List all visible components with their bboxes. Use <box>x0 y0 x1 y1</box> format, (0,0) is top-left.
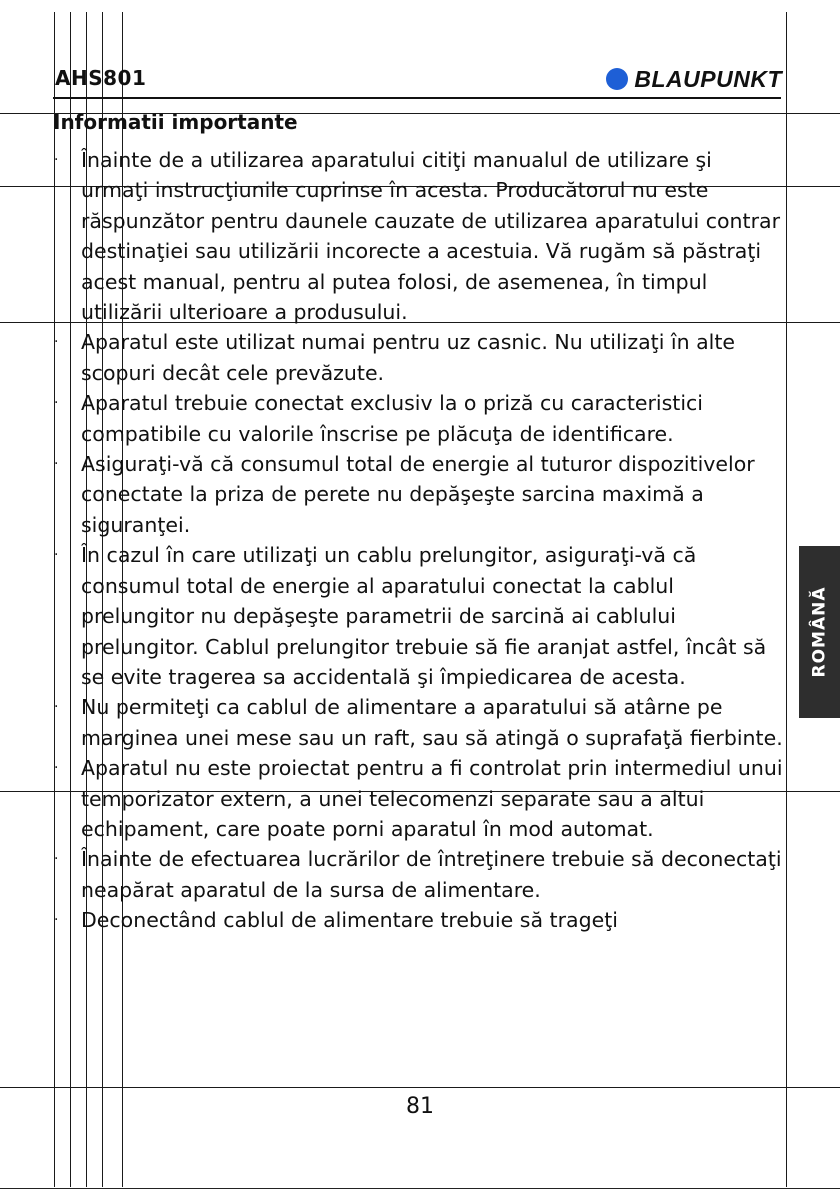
bullet-icon: · <box>54 152 59 168</box>
header-divider <box>53 97 781 99</box>
list-item <box>54 844 784 905</box>
bullet-icon: · <box>54 334 59 351</box>
crop-line <box>0 1087 840 1088</box>
list-item <box>54 905 784 935</box>
instructions-list <box>54 145 784 936</box>
page-bottom-edge <box>0 1188 840 1189</box>
brand-dot-icon <box>606 68 628 90</box>
section-title: Informatii importante <box>53 110 298 134</box>
list-item-text: În cazul în care utilizaţi un cablu prelungitor, asiguraţi-vă că consumul total de energie al aparatului conectat la cablul prelungitor nu depăşeşte parametrii de sarcină ai cablului prelungitor. Cablul prelungitor trebuie să fie aranjat astfel, încât să se evite tragerea sa accidentală şi împiedicarea de acesta. <box>81 543 767 689</box>
page-number: 81 <box>406 1094 434 1119</box>
list-item-text: Deconectând cablul de alimentare trebuie să trageţi <box>81 908 618 933</box>
bullet-icon: · <box>54 760 59 777</box>
bullet-icon: · <box>54 699 59 716</box>
bullet-icon: · <box>54 395 59 412</box>
list-item <box>54 145 784 327</box>
list-item-text: Aparatul trebuie conectat exclusiv la o priză cu caracteristici compatibile cu valorile înscrise pe plăcuţa de identificare. <box>81 391 703 446</box>
list-item <box>54 388 784 449</box>
list-item-text: Aparatul nu este proiectat pentru a fi controlat prin intermediul unui temporizator extern, a unei telecomenzi separate sau a altui echipament, care poate porni aparatul în mod automat. <box>81 756 783 841</box>
list-item-text: Nu permiteţi ca cablul de alimentare a aparatului să atârne pe marginea unei mese sau un raft, sau să atingă o suprafaţă fierbinte. <box>81 695 783 750</box>
list-item-text: Asiguraţi-vă că consumul total de energie al tuturor dispozitivelor conectate la priza de perete nu depăşeşte sarcina maximă a siguranţei. <box>81 452 755 537</box>
list-item-text: Înainte de a utilizarea aparatului citiţi manualul de utilizare şi urmaţi instrucţiunile cuprinse în acesta. Producătorul nu este răspunzător pentru daunele cauzate de utilizarea aparatului contrar destinaţiei sau utilizării incorecte a acestuia. Vă rugăm să păstraţi acest manual, pentru al putea folosi, de asemenea, în timpul utilizării ulterioare a produsului. <box>81 148 780 325</box>
language-tab-label: ROMÂNĂ <box>809 586 830 678</box>
brand-name: BLAUPUNKT <box>634 65 782 92</box>
language-tab <box>799 546 840 718</box>
list-item-text: Înainte de efectuarea lucrărilor de întreţinere trebuie să deconectaţi neapărat aparatul de la sursa de alimentare. <box>81 847 782 902</box>
bullet-icon: · <box>54 912 59 929</box>
list-item <box>54 692 784 753</box>
list-item <box>54 753 784 844</box>
list-item <box>54 449 784 540</box>
model-number: AHS801 <box>55 66 147 90</box>
bullet-icon: · <box>54 851 59 868</box>
list-item <box>54 327 784 388</box>
brand-logo <box>606 66 782 92</box>
list-item <box>54 540 784 692</box>
bullet-icon: · <box>54 456 59 473</box>
crop-line <box>786 12 787 1187</box>
list-item-text: Aparatul este utilizat numai pentru uz casnic. Nu utilizaţi în alte scopuri decât cele prevăzute. <box>81 330 736 385</box>
bullet-icon: · <box>54 547 59 564</box>
